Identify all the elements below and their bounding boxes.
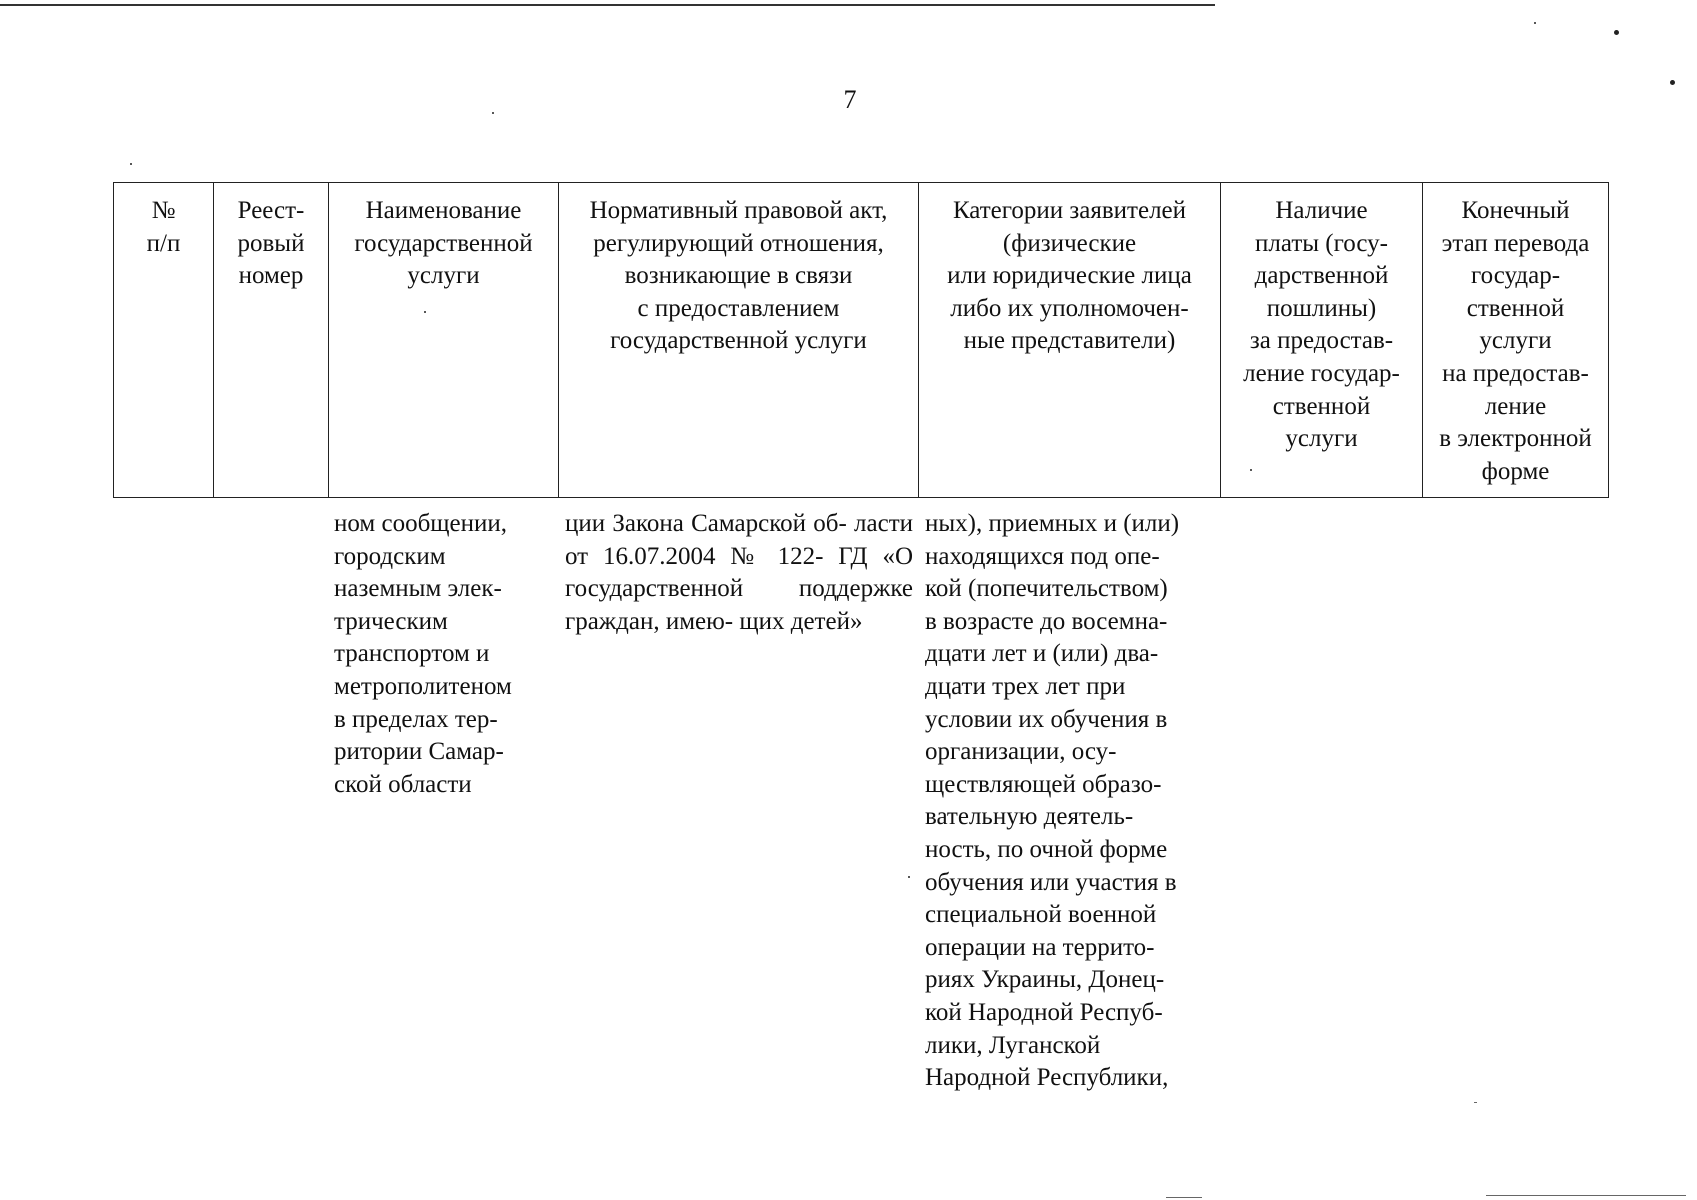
scan-speck (908, 876, 910, 878)
scan-line (1166, 1197, 1202, 1198)
scan-speck (492, 112, 494, 114)
page-number: 7 (843, 85, 857, 114)
header-number: № п/п (114, 183, 214, 498)
legal-act-continuation: ции Закона Самарской об- ласти от 16.07.2004 № 122- ГД «О государственной поддержке граждан, имею- щих детей» (565, 510, 913, 635)
scan-speck (1614, 30, 1619, 35)
header-applicant-categories: Категории заявителей (физические или юридические лица либо их уполномочен- ные представители) (919, 183, 1221, 498)
top-rule (0, 4, 1215, 6)
header-registry-number: Реест- ровый номер (214, 183, 329, 498)
scan-line (1474, 1102, 1477, 1103)
scan-line (1486, 1195, 1686, 1196)
scan-speck (1534, 22, 1536, 24)
scan-speck (1250, 469, 1252, 471)
header-fee: Наличие платы (госу- дарственной пошлины) за предостав- ление государ- ственной услуги (1221, 183, 1423, 498)
header-legal-act: Нормативный правовой акт, регулирующий отношения, возникающие в связи с предоставлением государственной услуги (559, 183, 919, 498)
scan-speck (424, 311, 426, 313)
scan-speck (130, 163, 132, 165)
services-table-header (113, 182, 1609, 498)
header-electronic-stage: Конечный этап перевода государ- ственной услуги на предостав- ление в электронной форме (1423, 183, 1609, 498)
scan-speck (1670, 80, 1675, 85)
service-name-continuation: ном сообщении, городским наземным элек- трическим транспортом и метрополитеном в пределах тер- ритории Самар- ской области (334, 510, 512, 798)
applicant-categories-continuation: ных), приемных и (или) находящихся под опе- кой (попечительством) в возрасте до восемна- дцати лет и (или) два- дцати трех лет при условии их обучения в организации, осу- ществляющей образо- вательную деятель- ность, по очной форме обучения или участия в специальной военной операции на террито- риях Украины, Донец- кой Народной Респуб- лики, Луганской Народной Республики, (925, 510, 1180, 1092)
header-service-name: Наименование государственной услуги (329, 183, 559, 498)
